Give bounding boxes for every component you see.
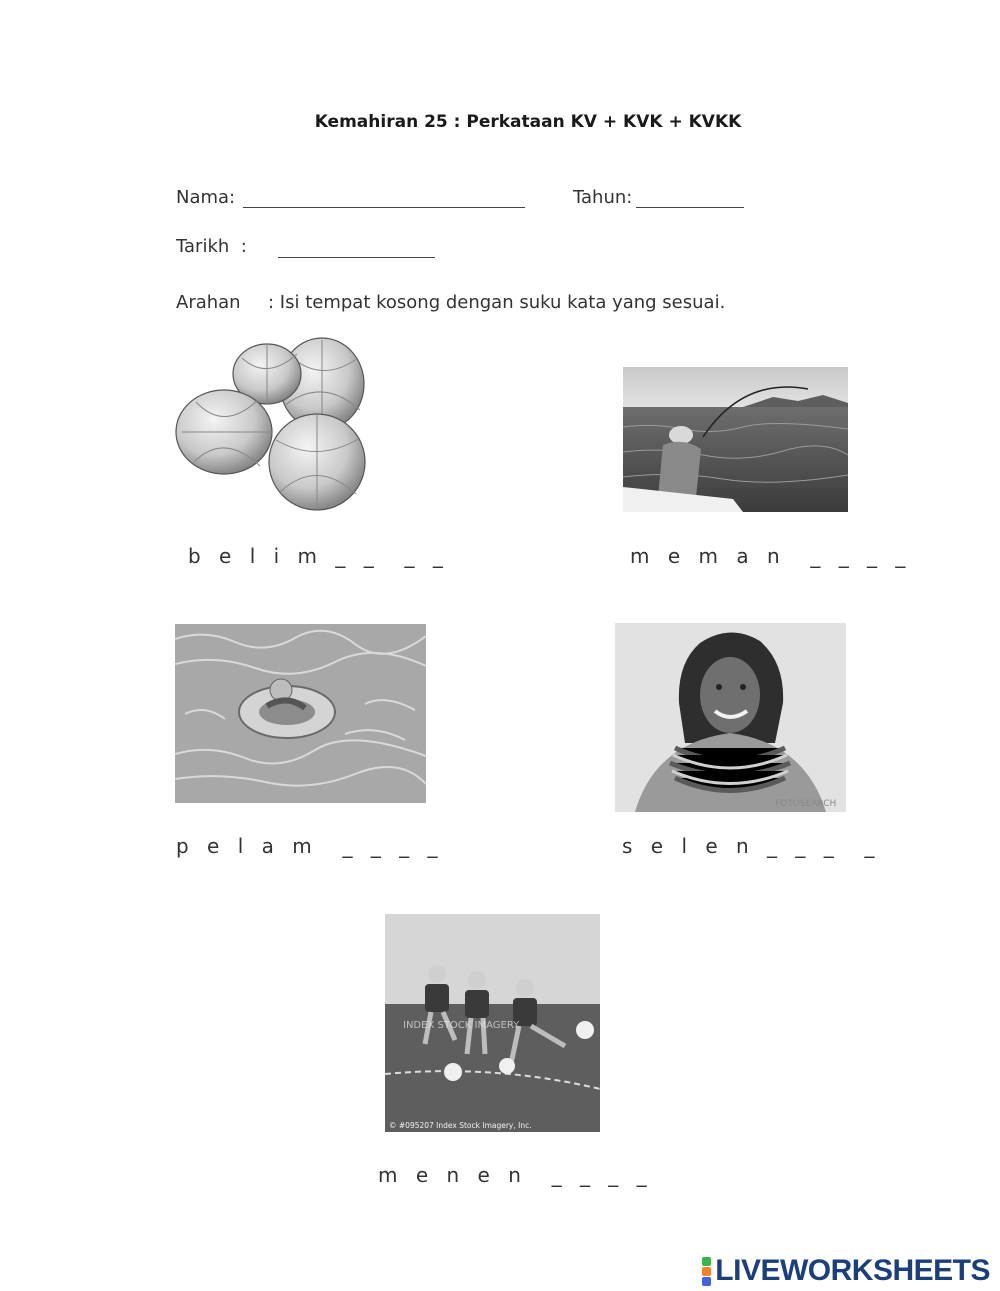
exercise-word-3: p e l a m _ _ _ _ [176,834,444,858]
boys-playing-football-image [385,914,600,1132]
date-label: Tarikh : [176,236,247,257]
brand-text: LIVEWORKSHEETS [715,1254,990,1287]
name-label: Nama: [176,187,236,208]
exercise-word-4: s e l e n _ _ _ _ [622,834,881,858]
logo-blocks-icon [702,1257,711,1286]
year-label: Tahun: [573,187,633,208]
football-credit: © #095207 Index Stock Imagery, Inc. [389,1121,532,1130]
year-field[interactable] [636,207,744,208]
woman-with-scarf-image [615,623,846,812]
worksheet-title: Kemahiran 25 : Perkataan KV + KVK + KVKK [314,112,742,132]
child-swimming-image [175,624,426,803]
instruction-text: : Isi tempat kosong dengan suku kata yang sesuai. [268,292,726,313]
instruction-label: Arahan [176,292,241,313]
exercise-word-5: m e n e n _ _ _ _ [378,1163,653,1187]
starfruit-image [172,336,400,516]
football-watermark: INDEX STOCK IMAGERY [403,1020,520,1031]
liveworksheets-logo [702,1254,990,1288]
name-field[interactable] [243,207,525,208]
man-fishing-image [623,367,848,512]
date-field[interactable] [278,257,435,258]
exercise-word-1: b e l i m _ _ _ _ [188,544,449,568]
woman-watermark: FOTOSEARCH [775,799,837,809]
exercise-word-2: m e m a n _ _ _ _ [630,544,912,568]
